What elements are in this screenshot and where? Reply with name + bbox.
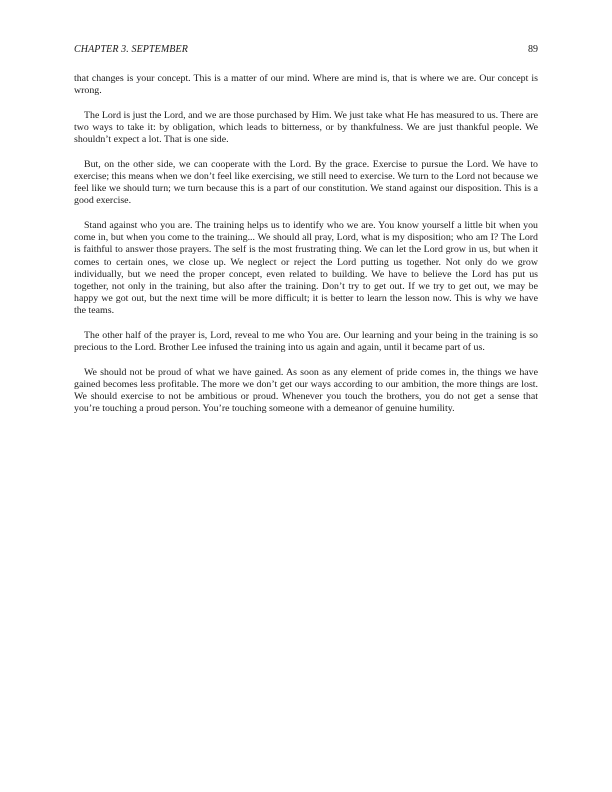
running-header	[74, 44, 538, 58]
paragraph: Stand against who you are. The training helps us to identify who we are. You know yourself a little bit when you come in, but when you come to the training... We should all pray, Lord, what is my disposition; who am I? The Lord is faithful to answer those prayers. The self is the most frustrating thing. We can let the Lord grow in us, but when it comes to certain ones, we close up. We neglect or reject the Lord putting us together. Not only do we grow individually, but we need the proper concept, even related to building. We have to believe the Lord has put us together, not only in the training, but also after the training. Don’t try to get out. If we try to get out, we may be happy we got out, but the next time will be more difficult; it is better to learn the lesson now. This is why we have the teams.	[74, 220, 538, 317]
page-number: 89	[528, 44, 538, 55]
chapter-title: CHAPTER 3. SEPTEMBER	[74, 44, 188, 55]
paragraph: The other half of the prayer is, Lord, reveal to me who You are. Our learning and your being in the training is so precious to the Lord. Brother Lee infused the training into us again and again, until it became part of us.	[74, 330, 538, 354]
paragraph: But, on the other side, we can cooperate with the Lord. By the grace. Exercise to pursue the Lord. We have to exercise; this means when we don’t feel like exercising, we still need to exercise. We turn to the Lord not because we feel like we should turn; we turn because this is a part of our constitution. We stand against our disposition. This is a good exercise.	[74, 158, 538, 207]
page-body	[74, 73, 538, 428]
paragraph-continued: that changes is your concept. This is a matter of our mind. Where are mind is, that is where we are. Our concept is wrong.	[74, 73, 538, 97]
paragraph: We should not be proud of what we have gained. As soon as any element of pride comes in, the things we have gained becomes less profitable. The more we don’t get our ways according to our ambition, the more things are lost. We should exercise to not be ambitious or proud. Whenever you touch the brothers, you do not get a sense that you’re touching a proud person. You’re touching someone with a demeanor of genuine humility.	[74, 366, 538, 415]
paragraph: The Lord is just the Lord, and we are those purchased by Him. We just take what He has measured to us. There are two ways to take it: by obligation, which leads to bitterness, or by thankfulness. We are just thankful people. We shouldn’t expect a lot. That is one side.	[74, 109, 538, 146]
